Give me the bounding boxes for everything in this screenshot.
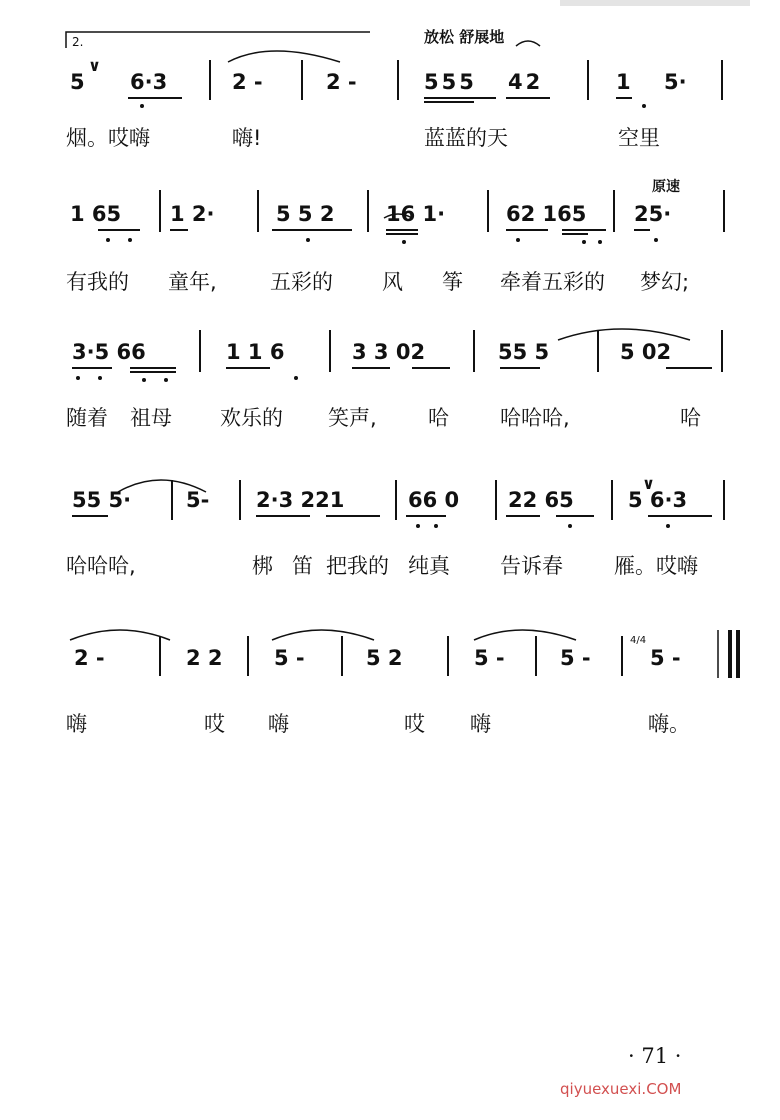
measure-28-notes: 5 - — [560, 646, 591, 670]
lyric-2: 嗨! — [232, 126, 262, 150]
breath-mark-2: ∨ — [642, 474, 655, 493]
lyric-5: 有我的 — [66, 270, 129, 294]
lyric-22: 把我的 — [326, 554, 389, 578]
lyric-10: 牵着五彩的 — [500, 270, 605, 294]
lyric-16: 哈 — [428, 406, 449, 430]
measure-9-notes: 16 1· — [386, 202, 446, 226]
measure-5a-notes: 1 — [616, 70, 631, 94]
page-number: · 71 · — [628, 1044, 682, 1068]
tempo-marking-top: 放松 舒展地 — [424, 28, 505, 46]
volta-label: 2. — [72, 35, 84, 49]
measure-4b-notes: 42 — [508, 70, 544, 94]
measure-15-notes: 55 5 — [498, 340, 550, 364]
lyric-27: 哎 — [204, 712, 225, 736]
lyric-14: 欢乐的 — [220, 406, 283, 430]
measure-21-notes: 22 65 — [508, 488, 574, 512]
lyric-29: 哎 — [404, 712, 425, 736]
lyric-15: 笑声, — [328, 406, 377, 430]
watermark-text: qiyuexuexi.COM — [560, 1080, 682, 1098]
measure-1-notes: 5 — [70, 70, 85, 94]
lyric-24: 告诉春 — [500, 554, 563, 578]
measure-6-notes: 1 65 — [70, 202, 122, 226]
tempo-marking-mid: 原速 — [652, 179, 680, 195]
lyric-19: 哈哈哈, — [66, 554, 136, 578]
measure-1b-notes: 6·3 — [130, 70, 168, 94]
lyric-17: 哈哈哈, — [500, 406, 570, 430]
lyric-20: 梆 — [252, 554, 273, 578]
measure-10-notes: 62 165 — [506, 202, 587, 226]
lyric-28: 嗨 — [268, 712, 289, 736]
lyric-18: 哈 — [680, 406, 701, 430]
lyric-8: 风 — [382, 270, 403, 294]
measure-25-notes: 5 - — [274, 646, 305, 670]
measure-29-notes: 5 - — [650, 646, 681, 670]
lyric-3: 蓝蓝的天 — [424, 126, 508, 150]
lyric-7: 五彩的 — [270, 270, 333, 294]
measure-4a-notes: 555 — [424, 70, 477, 94]
lyric-26: 嗨 — [66, 712, 87, 736]
measure-27-notes: 5 - — [474, 646, 505, 670]
measure-16-notes: 5 02 — [620, 340, 672, 364]
lyric-23: 纯真 — [408, 554, 450, 578]
measure-2-notes: 2 - — [232, 70, 263, 94]
top-edge-band — [560, 0, 750, 6]
measure-12-notes: 3·5 66 — [72, 340, 146, 364]
measure-22-notes: 5 6·3 — [628, 488, 688, 512]
lyric-12: 随着 — [66, 406, 108, 430]
lyric-6: 童年, — [168, 270, 217, 294]
lyric-11: 梦幻; — [640, 270, 690, 294]
measure-14-notes: 3 3 02 — [352, 340, 426, 364]
measure-20-notes: 66 0 — [408, 488, 460, 512]
measure-7-notes: 1 2· — [170, 202, 215, 226]
measure-23-notes: 2 - — [74, 646, 105, 670]
measure-26-notes: 5 2 — [366, 646, 403, 670]
measure-11-notes: 25· — [634, 202, 672, 226]
measure-17-notes: 55 5· — [72, 488, 132, 512]
measure-8-notes: 5 5 2 — [276, 202, 335, 226]
lyric-30: 嗨 — [470, 712, 491, 736]
lyric-9: 筝 — [442, 270, 463, 294]
measure-13-notes: 1 1 6 — [226, 340, 285, 364]
breath-mark: ∨ — [88, 56, 101, 75]
lyric-31: 嗨。 — [648, 712, 690, 736]
measure-5b-notes: 5· — [664, 70, 687, 94]
lyric-25: 雁。哎嗨 — [614, 554, 698, 578]
lyric-4: 空里 — [618, 126, 660, 150]
lyric-21: 笛 — [292, 554, 313, 578]
lyric-1: 烟。哎嗨 — [66, 126, 150, 150]
measure-19-notes: 2·3 221 — [256, 488, 345, 512]
measure-24-notes: 2 2 — [186, 646, 223, 670]
lyric-13: 祖母 — [130, 406, 172, 430]
measure-18-notes: 5- — [186, 488, 210, 512]
measure-3-notes: 2 - — [326, 70, 357, 94]
time-signature: 4/4 — [630, 635, 647, 646]
